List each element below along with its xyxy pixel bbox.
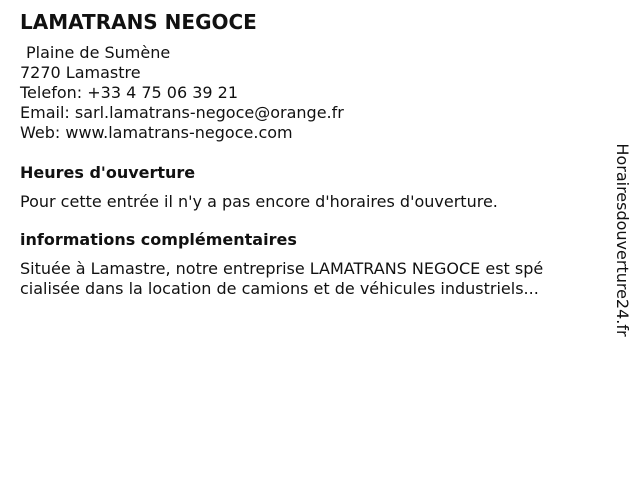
street-address: Plaine de Sumène [26,43,171,62]
additional-info-line: Située à Lamastre, notre entreprise LAMATRANS NEGOCE est spé [20,259,544,278]
additional-info-text [20,259,595,299]
additional-info-line: cialisée dans la location de camions et de véhicules industriels... [20,279,539,298]
business-name: LAMATRANS NEGOCE [20,10,257,34]
email-line: Email: sarl.lamatrans-negoce@orange.fr [20,103,344,122]
postal-city: 7270 Lamastre [20,63,141,82]
website-line: Web: www.lamatrans-negoce.com [20,123,293,142]
opening-hours-heading: Heures d'ouverture [20,163,196,182]
address-block [20,43,595,143]
business-card [20,10,595,299]
opening-hours-text: Pour cette entrée il n'y a pas encore d'horaires d'ouverture. [20,192,498,211]
additional-info-heading: informations complémentaires [20,230,297,249]
site-watermark: Horairesdouverture24.fr [613,143,632,337]
phone-line: Telefon: +33 4 75 06 39 21 [20,83,239,102]
